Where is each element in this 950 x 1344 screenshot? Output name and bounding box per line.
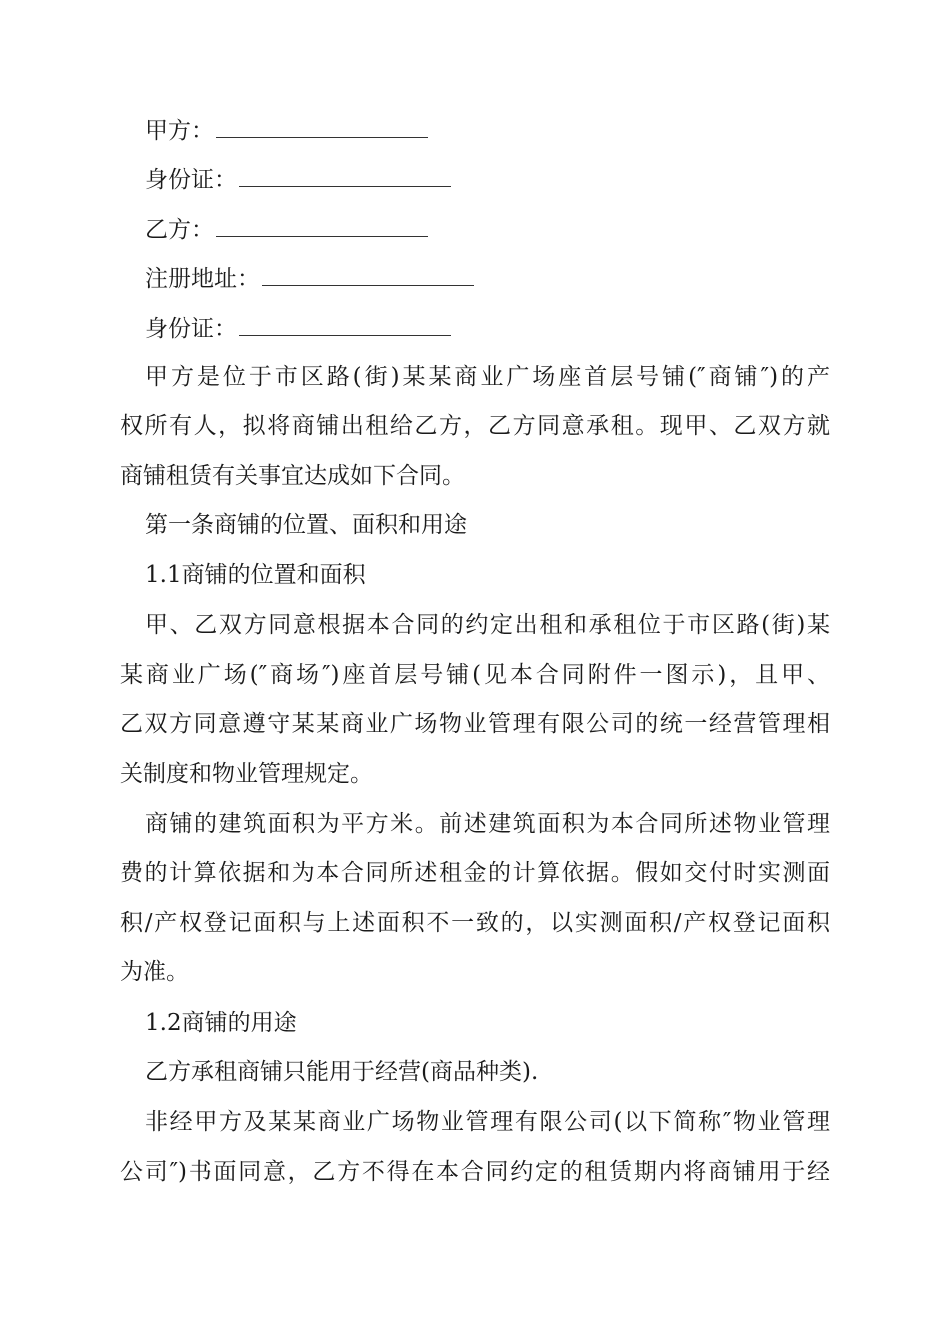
- id-field-2: [145, 313, 451, 343]
- party-b-blank[interactable]: [216, 214, 428, 237]
- paragraph-text: 甲、乙双方同意根据本合同的约定出租和承租位于市区路(街)某: [145, 612, 830, 638]
- party-b-label: 乙方：: [145, 217, 214, 243]
- paragraph-text: 商铺的建筑面积为平方米。前述建筑面积为本合同所述物业管理: [145, 811, 830, 837]
- paragraph-text: 乙双方同意遵守某某商业广场物业管理有限公司的统一经营管理相: [120, 711, 830, 737]
- address-field: [145, 263, 474, 293]
- paragraph-text: 某商业广场(″商场″)座首层号铺(见本合同附件一图示)，且甲、: [120, 662, 830, 688]
- section-heading: 1.1商铺的位置和面积: [145, 562, 366, 588]
- id-blank-1[interactable]: [239, 164, 451, 187]
- paragraph-text: 为准。: [120, 959, 189, 985]
- party-a-label: 甲方：: [145, 118, 214, 144]
- address-blank[interactable]: [262, 263, 474, 286]
- paragraph-text: 费的计算依据和为本合同所述租金的计算依据。假如交付时实测面: [120, 860, 830, 886]
- paragraph-text: 甲方是位于市区路(街)某某商业广场座首层号铺(″商铺″)的产: [145, 364, 830, 390]
- paragraph-text: 公司″)书面同意，乙方不得在本合同约定的租赁期内将商铺用于经: [120, 1159, 830, 1185]
- party-a-blank[interactable]: [216, 115, 428, 138]
- party-b-field: [145, 214, 428, 244]
- paragraph-text: 权所有人，拟将商铺出租给乙方，乙方同意承租。现甲、乙双方就: [120, 413, 830, 439]
- paragraph-text: 商铺租赁有关事宜达成如下合同。: [120, 463, 465, 489]
- id-label-2: 身份证：: [145, 316, 237, 342]
- paragraph-text: 关制度和物业管理规定。: [120, 761, 373, 787]
- id-field-1: [145, 164, 451, 194]
- id-blank-2[interactable]: [239, 313, 451, 336]
- party-a-field: [145, 115, 428, 145]
- paragraph-text: 乙方承租商铺只能用于经营(商品种类).: [145, 1059, 539, 1085]
- id-label-1: 身份证：: [145, 167, 237, 193]
- article-heading: 第一条商铺的位置、面积和用途: [145, 512, 467, 538]
- address-label: 注册地址：: [145, 266, 260, 292]
- section-heading: 1.2商铺的用途: [145, 1010, 297, 1036]
- paragraph-text: 非经甲方及某某商业广场物业管理有限公司(以下简称″物业管理: [145, 1109, 830, 1135]
- paragraph-text: 积/产权登记面积与上述面积不一致的，以实测面积/产权登记面积: [120, 910, 830, 936]
